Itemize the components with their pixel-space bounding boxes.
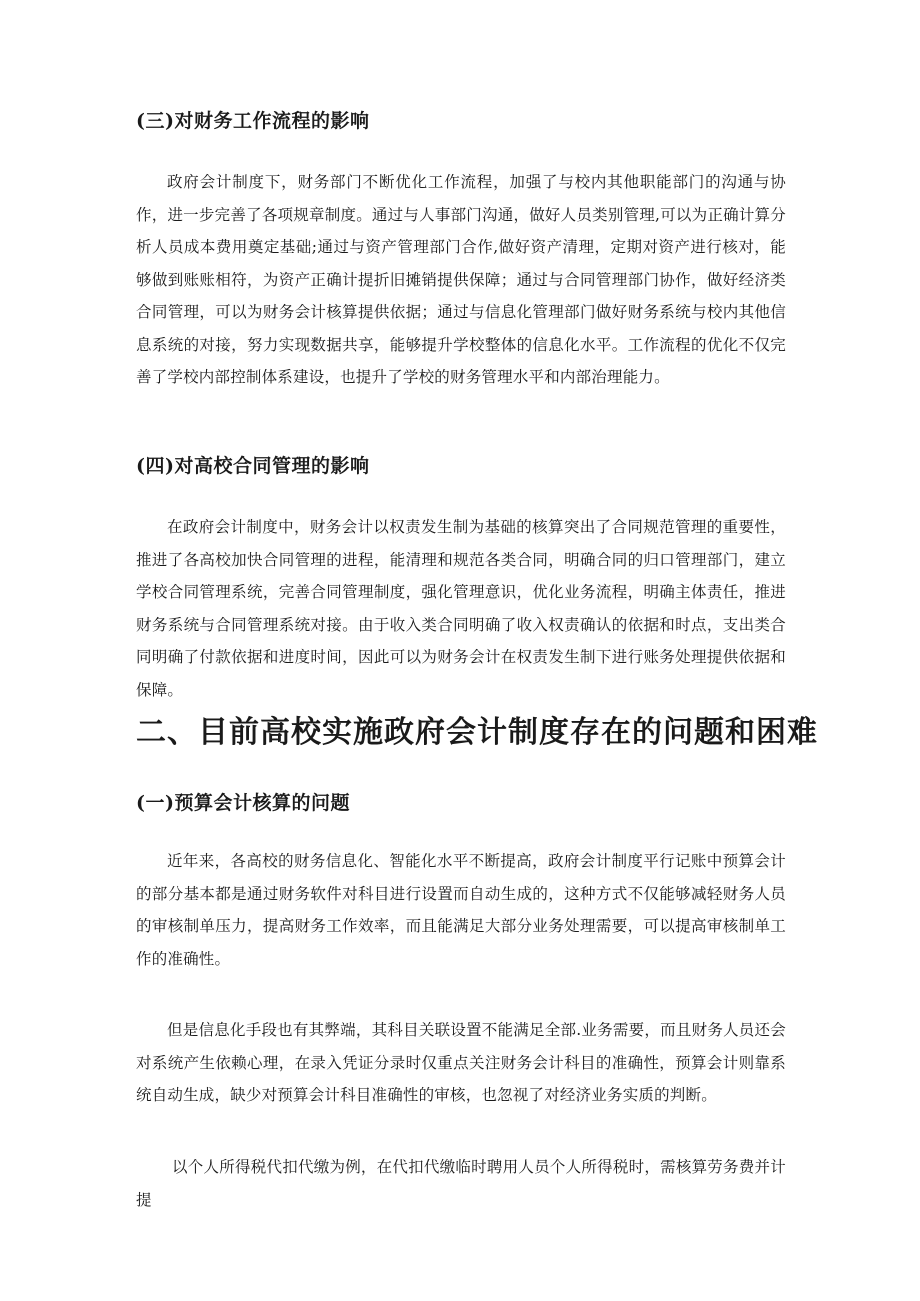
section-heading-one: (一)预算会计核算的问题 [136,792,350,814]
paragraph-tax-example: 以个人所得税代扣代缴为例，在代扣代缴临时聘用人员个人所得税时，需核算劳务费并计提 [136,1158,786,1209]
section-heading-four: (四)对高校合同管理的影响 [136,455,370,477]
section-heading-three: (三)对财务工作流程的影响 [136,110,370,132]
paragraph-budget-accounting: 近年来，各高校的财务信息化、智能化水平不断提高，政府会计制度平行记账中预算会计的部分基本都是通过财务软件对科目进行设置而自动生成的，这种方式不仅能够减轻财务人员的审核制单压力，提高财务工作效率，而且能满足大部分业务处理需要，可以提高审核制单工作的准确性。 [136,852,786,968]
paragraph-workflow-impact: 政府会计制度下，财务部门不断优化工作流程，加强了与校内其他职能部门的沟通与协作，进一步完善了各项规章制度。通过与人事部门沟通，做好人员类别管理,可以为正确计算分析人员成本费用奠定基础;通过与资产管理部门合作,做好资产清理，定期对资产进行核对，能够做到账账相符，为资产正确计提折旧摊销提供保障；通过与合同管理部门协作，做好经济类合同管理，可以为财务会计核算提供依据；通过与信息化管理部门做好财务系统与校内其他信息系统的对接，努力实现数据共享，能够提升学校整体的信息化水平。工作流程的优化不仅完善了学校内部控制体系建设，也提升了学校的财务管理水平和内部治理能力。 [136,173,786,386]
paragraph-contract-impact: 在政府会计制度中，财务会计以权责发生制为基础的核算突出了合同规范管理的重要性，推进了各高校加快合同管理的进程，能清理和规范各类合同，明确合同的归口管理部门，建立学校合同管理系统，完善合同管理制度，强化管理意识，优化业务流程，明确主体责任，推进财务系统与合同管理系统对接。由于收入类合同明确了收入权责确认的依据和时点，支出类合同明确了付款依据和进度时间，因此可以为财务会计在权责发生制下进行账务处理提供依据和保障。 [136,518,786,699]
chapter-heading: 二、目前高校实施政府会计制度存在的问题和困难 [136,715,818,750]
paragraph-informatization-drawbacks: 但是信息化手段也有其弊端，其科目关联设置不能满足全部.业务需要，而且财务人员还会对系统产生依赖心理，在录入凭证分录时仅重点关注财务会计科目的准确性，预算会计则靠系统自动生成，缺少对预算会计科目准确性的审核，也忽视了对经济业务实质的判断。 [136,1021,786,1104]
